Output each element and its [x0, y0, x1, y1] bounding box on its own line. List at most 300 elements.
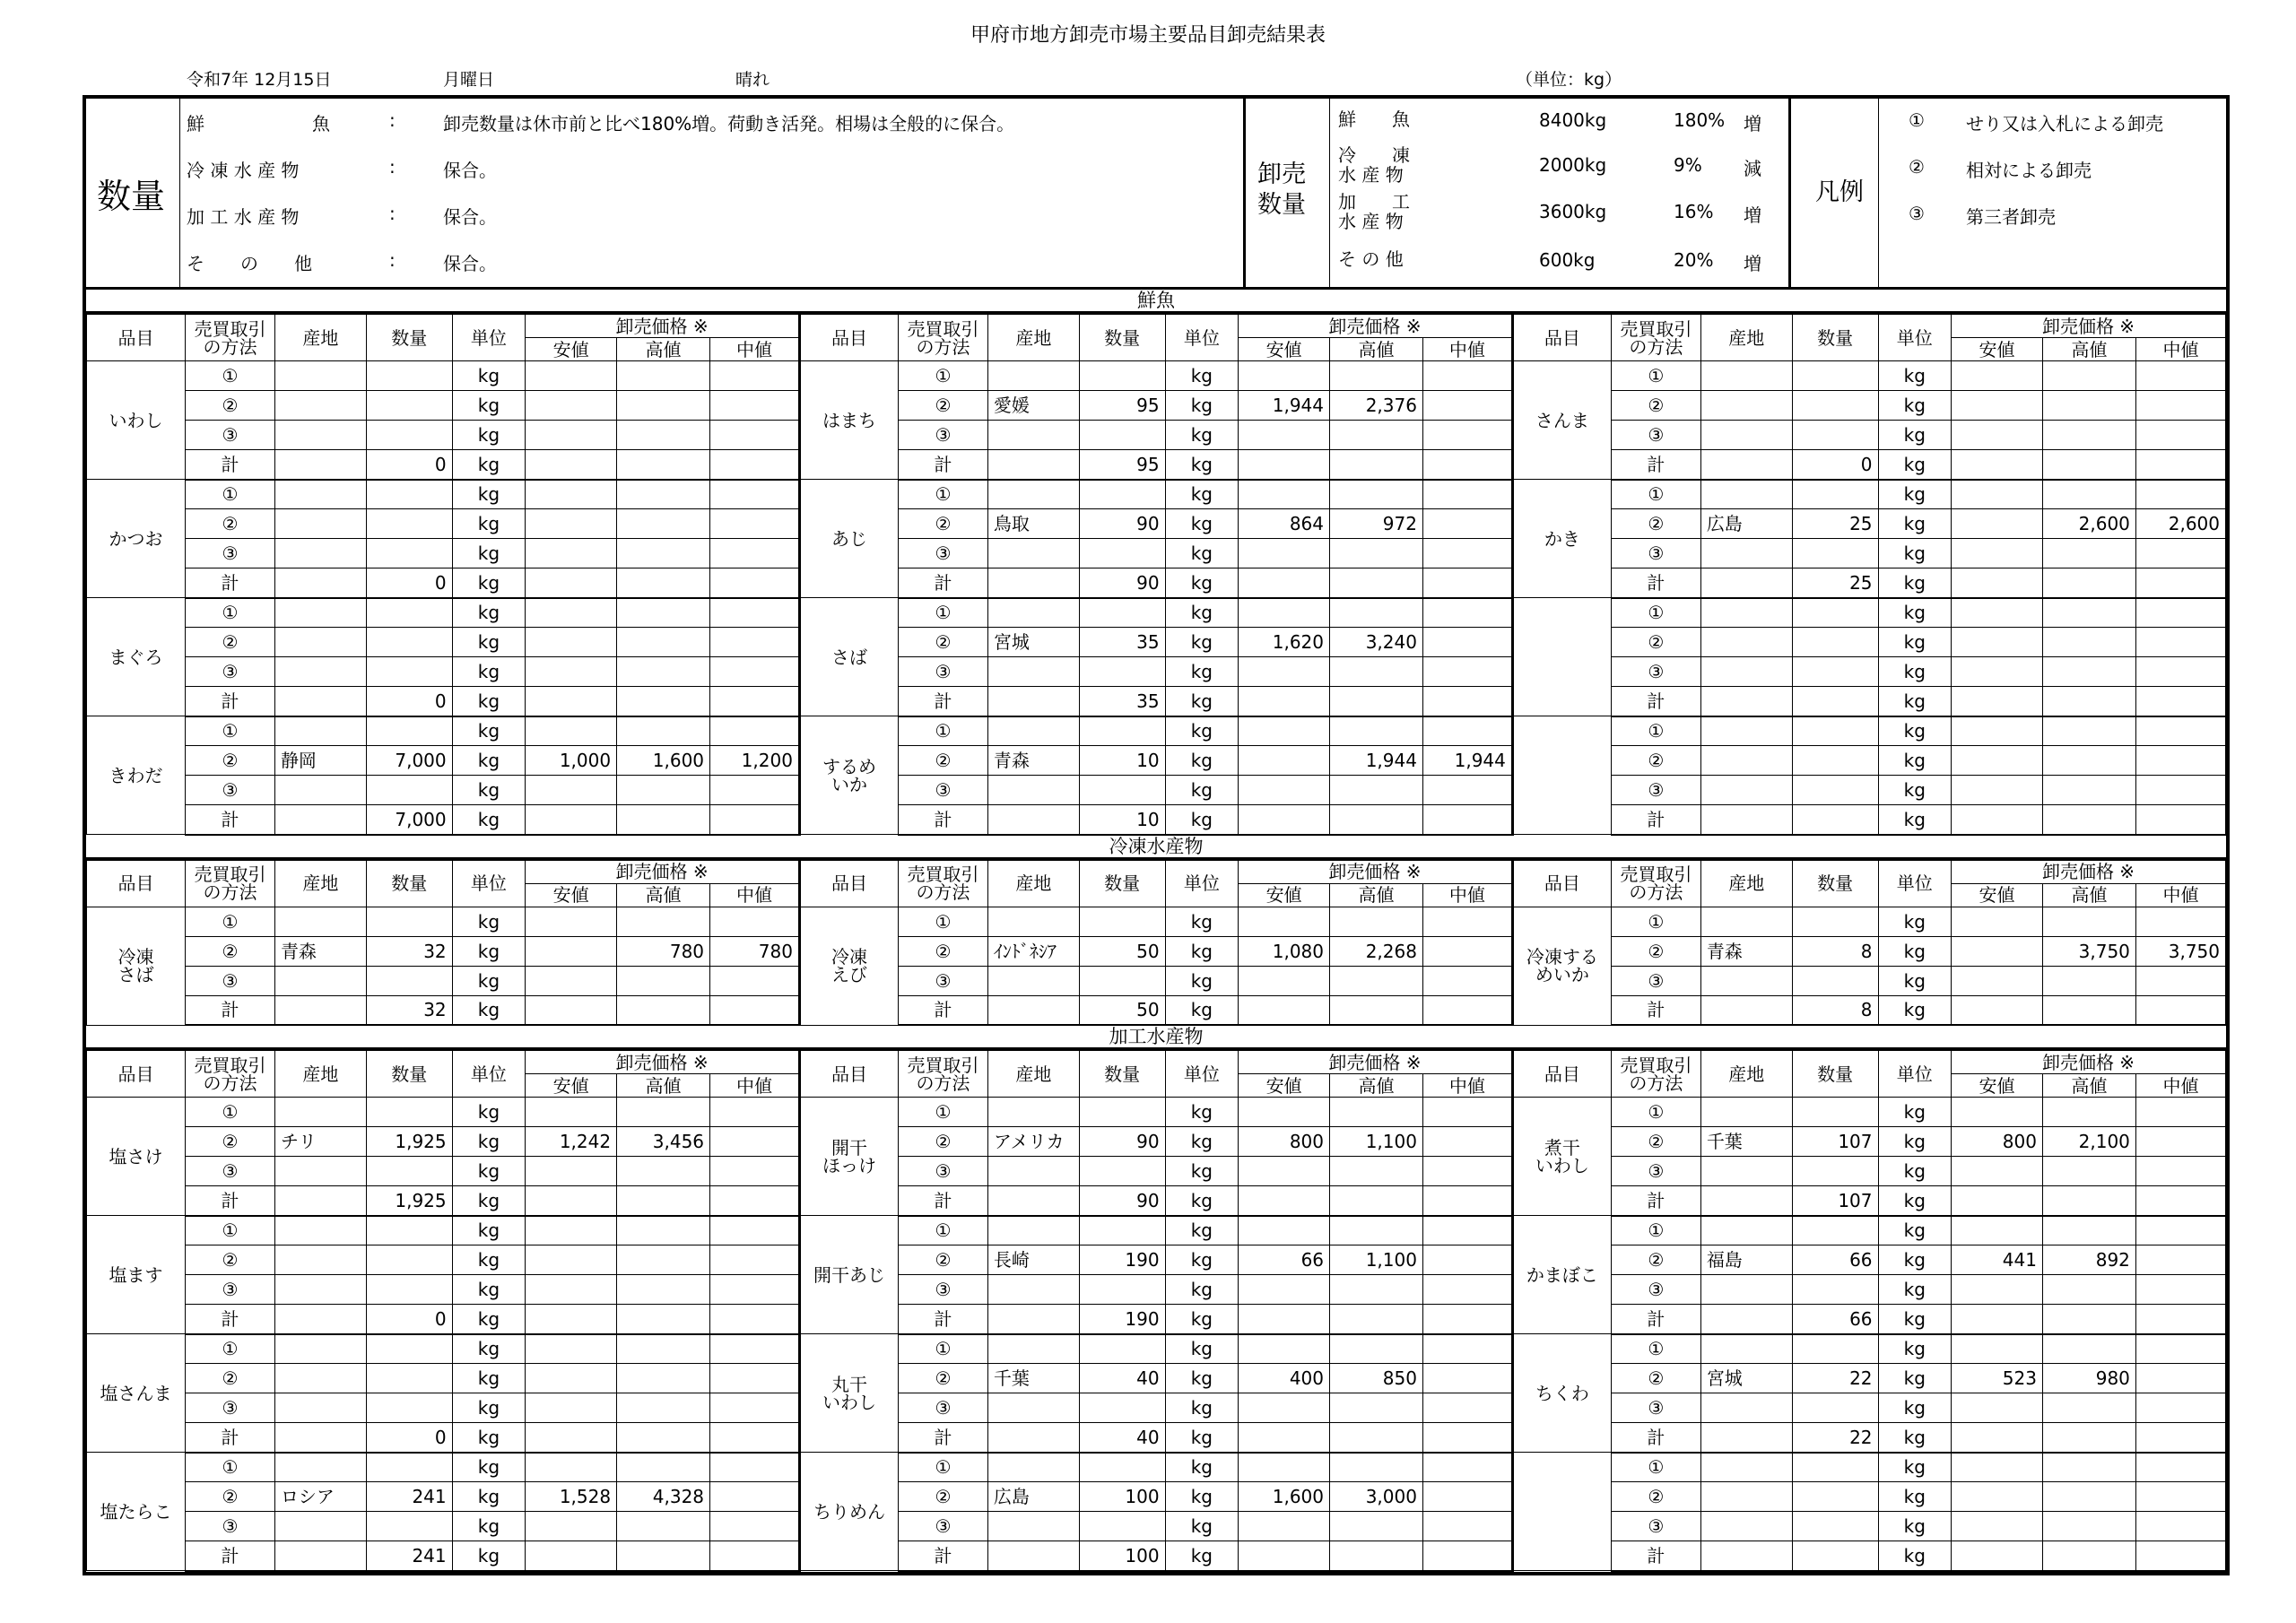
item-name: はまち: [799, 361, 898, 480]
price-low: 1,944: [1239, 391, 1330, 421]
header-unit: 単位: [1165, 860, 1239, 907]
trade-method-mark: ①: [186, 1098, 275, 1127]
section-title: 冷凍水産物: [86, 836, 2226, 860]
price-low: [526, 907, 617, 936]
unit-cell: kg: [452, 568, 526, 598]
price-mid: [710, 1541, 800, 1571]
unit-cell: kg: [1878, 1334, 1952, 1364]
price-mid: [1422, 1157, 1512, 1186]
quantity-cell: [1792, 716, 1878, 746]
table-row: [87, 628, 2226, 657]
origin-cell: [1700, 1275, 1792, 1305]
price-mid: [2135, 1305, 2225, 1334]
price-low: [1239, 1512, 1330, 1541]
item-name: 冷凍 さば: [87, 907, 186, 1025]
price-low: [1952, 716, 2043, 746]
trade-method-mark: ②: [1611, 628, 1700, 657]
total-quantity: 22: [1792, 1423, 1878, 1453]
trade-method-mark: 計: [899, 450, 988, 480]
price-high: [2042, 361, 2135, 391]
unit-cell: kg: [452, 361, 526, 391]
price-low: [1952, 1186, 2043, 1216]
price-low: 1,080: [1239, 936, 1330, 966]
trade-method-mark: ③: [899, 1393, 988, 1423]
unit-cell: kg: [1878, 598, 1952, 628]
unit-cell: kg: [1165, 1453, 1239, 1482]
origin-cell: [274, 1334, 366, 1364]
price-low: [526, 657, 617, 687]
quantity-cell: 90: [1079, 509, 1165, 539]
price-low: [1239, 716, 1330, 746]
price-low: [1239, 539, 1330, 568]
trade-method-mark: ①: [186, 716, 275, 746]
price-mid: [2135, 776, 2225, 805]
price-mid: 1,944: [1422, 746, 1512, 776]
quantity-cell: [366, 480, 452, 509]
price-mid: [710, 1127, 800, 1157]
price-low: 400: [1239, 1364, 1330, 1393]
unit-cell: kg: [1878, 657, 1952, 687]
quantity-change-direction: 減: [1744, 158, 1761, 179]
price-high: [617, 1186, 710, 1216]
weekday: 月曜日: [443, 70, 495, 90]
quantity-cell: 50: [1079, 936, 1165, 966]
item-name: するめ いか: [799, 716, 898, 835]
price-mid: [710, 1216, 800, 1245]
trade-method-mark: ③: [1611, 1393, 1700, 1423]
unit-cell: kg: [1878, 805, 1952, 835]
price-high: [1330, 539, 1423, 568]
header-unit: 単位: [452, 860, 526, 907]
unit-cell: kg: [1878, 995, 1952, 1025]
price-high: [2042, 598, 2135, 628]
unit-cell: kg: [1878, 1453, 1952, 1482]
unit-cell: kg: [1878, 361, 1952, 391]
unit-cell: kg: [1878, 1305, 1952, 1334]
price-low: [1239, 450, 1330, 480]
trade-method-mark: ③: [186, 1157, 275, 1186]
quantity-cell: [1792, 628, 1878, 657]
legend-text: 第三者卸売: [1966, 206, 2056, 228]
origin-cell: [1700, 539, 1792, 568]
header-quantity: 数量: [1792, 1051, 1878, 1098]
unit-cell: kg: [1165, 1186, 1239, 1216]
price-low: [526, 539, 617, 568]
origin-cell: [274, 628, 366, 657]
trade-method-mark: ①: [186, 598, 275, 628]
unit-cell: kg: [1165, 1098, 1239, 1127]
unit-cell: kg: [452, 1541, 526, 1571]
price-mid: [2135, 1453, 2225, 1482]
item-name: かまぼこ: [1512, 1216, 1611, 1334]
unit-cell: kg: [452, 1482, 526, 1512]
origin-cell: [274, 907, 366, 936]
price-low: [1239, 776, 1330, 805]
origin-cell: ｲﾝﾄﾞﾈｼｱ: [987, 936, 1079, 966]
price-low: [1952, 1098, 2043, 1127]
unit-cell: kg: [1165, 1305, 1239, 1334]
unit-cell: kg: [1878, 480, 1952, 509]
price-mid: [2135, 1541, 2225, 1571]
header-unit: 単位: [1878, 860, 1952, 907]
quantity-cell: [366, 657, 452, 687]
price-mid: [1422, 1453, 1512, 1482]
price-low: [526, 450, 617, 480]
unit-cell: kg: [1165, 1423, 1239, 1453]
origin-cell: [1700, 421, 1792, 450]
price-high: [617, 598, 710, 628]
price-high: [2042, 421, 2135, 450]
trade-method-mark: 計: [1611, 450, 1700, 480]
price-low: [1952, 1393, 2043, 1423]
price-high: [2042, 1512, 2135, 1541]
quantity-cell: [366, 539, 452, 568]
unit-cell: kg: [452, 1098, 526, 1127]
price-high: [1330, 776, 1423, 805]
unit-cell: kg: [1165, 628, 1239, 657]
price-low: [526, 1305, 617, 1334]
trade-method-mark: 計: [899, 805, 988, 835]
quantity-cell: [1079, 1512, 1165, 1541]
origin-cell: [987, 966, 1079, 995]
price-high: [1330, 1541, 1423, 1571]
total-quantity: 7,000: [366, 805, 452, 835]
trade-method-mark: ②: [899, 936, 988, 966]
price-high: [617, 391, 710, 421]
origin-cell: [274, 1186, 366, 1216]
price-low: [1952, 995, 2043, 1025]
trade-method-mark: ②: [1611, 1482, 1700, 1512]
quantity-cell: [366, 628, 452, 657]
section-table: [86, 1050, 2226, 1572]
trade-method-mark: 計: [186, 1186, 275, 1216]
origin-cell: [987, 1541, 1079, 1571]
quantity-change-direction: 増: [1744, 204, 1761, 226]
origin-cell: [987, 1334, 1079, 1364]
unit-cell: kg: [1165, 1364, 1239, 1393]
header-origin: 産地: [274, 1051, 366, 1098]
total-quantity: 1,925: [366, 1186, 452, 1216]
trade-method-mark: ②: [1611, 936, 1700, 966]
unit-cell: kg: [452, 995, 526, 1025]
origin-cell: [274, 1098, 366, 1127]
price-low: [526, 391, 617, 421]
quantity-cell: [1792, 966, 1878, 995]
price-low: [526, 776, 617, 805]
origin-cell: [274, 1216, 366, 1245]
origin-cell: ロシア: [274, 1482, 366, 1512]
total-quantity: [1792, 687, 1878, 716]
header-method: 売買取引 の方法: [1611, 860, 1700, 907]
price-high: 780: [617, 936, 710, 966]
price-low: 441: [1952, 1245, 2043, 1275]
price-mid: [2135, 805, 2225, 835]
price-low: [1239, 1423, 1330, 1453]
item-name: [1512, 1453, 1611, 1571]
quantity-cell: [1792, 657, 1878, 687]
price-high: [1330, 421, 1423, 450]
trade-method-mark: 計: [186, 995, 275, 1025]
quantity-cell: [1079, 421, 1165, 450]
table-row: [87, 657, 2226, 687]
trade-method-mark: ①: [186, 480, 275, 509]
origin-cell: [987, 805, 1079, 835]
origin-cell: 鳥取: [987, 509, 1079, 539]
price-low: [526, 687, 617, 716]
price-high: [617, 1216, 710, 1245]
header-origin: 産地: [274, 315, 366, 361]
header-mid: 中値: [2135, 883, 2225, 907]
price-high: [2042, 687, 2135, 716]
origin-cell: [1700, 568, 1792, 598]
total-quantity: 190: [1079, 1305, 1165, 1334]
unit-cell: kg: [1878, 716, 1952, 746]
trade-method-mark: ①: [899, 907, 988, 936]
price-low: [526, 1245, 617, 1275]
trade-method-mark: ②: [1611, 746, 1700, 776]
price-high: [617, 995, 710, 1025]
trade-method-mark: ②: [186, 1245, 275, 1275]
trade-method-mark: ②: [899, 1127, 988, 1157]
quantity-cell: [1079, 716, 1165, 746]
price-mid: [2135, 1127, 2225, 1157]
table-row: [87, 1216, 2226, 1245]
header-low: 安値: [526, 883, 617, 907]
unit-cell: kg: [1165, 1512, 1239, 1541]
trade-method-mark: ③: [1611, 539, 1700, 568]
price-high: 2,600: [2042, 509, 2135, 539]
quantity-cell: 32: [366, 936, 452, 966]
trade-method-mark: ②: [1611, 1364, 1700, 1393]
trade-method-mark: ③: [899, 1512, 988, 1541]
origin-cell: チリ: [274, 1127, 366, 1157]
item-name: [1512, 598, 1611, 716]
trade-method-mark: 計: [186, 805, 275, 835]
price-low: [1952, 936, 2043, 966]
price-high: [1330, 1423, 1423, 1453]
origin-cell: [274, 421, 366, 450]
price-mid: [2135, 1157, 2225, 1186]
price-mid: [2135, 1245, 2225, 1275]
quantity-value: 2000kg: [1539, 154, 1607, 176]
price-high: [1330, 907, 1423, 936]
item-name: 煮干 いわし: [1512, 1098, 1611, 1216]
item-name: さば: [799, 598, 898, 716]
price-low: 1,000: [526, 746, 617, 776]
quantity-value: 600kg: [1539, 249, 1596, 271]
quantity-cell: [1792, 776, 1878, 805]
price-low: [526, 1098, 617, 1127]
price-low: [1239, 598, 1330, 628]
origin-cell: [274, 1423, 366, 1453]
origin-cell: [987, 1512, 1079, 1541]
origin-cell: [987, 776, 1079, 805]
price-high: [2042, 480, 2135, 509]
table-row: [87, 421, 2226, 450]
price-low: [1952, 776, 2043, 805]
table-row: [87, 450, 2226, 480]
origin-cell: [1700, 1157, 1792, 1186]
origin-cell: [274, 657, 366, 687]
item-name: いわし: [87, 361, 186, 480]
price-low: [1952, 1216, 2043, 1245]
origin-cell: [274, 598, 366, 628]
price-high: [617, 1393, 710, 1423]
price-mid: [2135, 361, 2225, 391]
table-row: [87, 1482, 2226, 1512]
unit-cell: kg: [1165, 1245, 1239, 1275]
quantity-cell: [1792, 598, 1878, 628]
table-row: [87, 1541, 2226, 1571]
quantity-cell: [1079, 776, 1165, 805]
price-mid: [2135, 1216, 2225, 1245]
origin-cell: 青森: [1700, 936, 1792, 966]
origin-cell: [987, 1393, 1079, 1423]
price-low: [1239, 907, 1330, 936]
origin-cell: [274, 995, 366, 1025]
trade-method-mark: ③: [186, 1393, 275, 1423]
price-high: [2042, 450, 2135, 480]
summary-category: そ の 他: [187, 253, 312, 274]
price-mid: [1422, 687, 1512, 716]
price-high: [617, 1453, 710, 1482]
quantity-cell: [1079, 1453, 1165, 1482]
quantity-cell: 90: [1079, 1127, 1165, 1157]
header-mid: 中値: [710, 883, 800, 907]
price-high: [2042, 805, 2135, 835]
trade-method-mark: ②: [1611, 1127, 1700, 1157]
header-high: 高値: [2042, 338, 2135, 361]
quantity-cell: 35: [1079, 628, 1165, 657]
table-row: [87, 776, 2226, 805]
header-item: 品目: [87, 860, 186, 907]
price-high: [1330, 1216, 1423, 1245]
origin-cell: [987, 598, 1079, 628]
price-high: [2042, 1393, 2135, 1423]
price-high: [2042, 628, 2135, 657]
section-table: [86, 860, 2226, 1027]
item-name: [1512, 716, 1611, 835]
trade-method-mark: ①: [899, 1216, 988, 1245]
header-item: 品目: [87, 1051, 186, 1098]
item-name: まぐろ: [87, 598, 186, 716]
price-high: [1330, 805, 1423, 835]
header-item: 品目: [799, 1051, 898, 1098]
trade-method-mark: ②: [186, 1364, 275, 1393]
header-price: 卸売価格 ※: [1239, 860, 1513, 883]
origin-cell: [1700, 1305, 1792, 1334]
price-mid: [1422, 1275, 1512, 1305]
table-row: [87, 746, 2226, 776]
price-high: [617, 1275, 710, 1305]
header-quantity: 数量: [1792, 860, 1878, 907]
unit-cell: kg: [452, 687, 526, 716]
unit-cell: kg: [452, 628, 526, 657]
origin-cell: 青森: [987, 746, 1079, 776]
item-name: ちりめん: [799, 1453, 898, 1571]
price-low: [1952, 1275, 2043, 1305]
trade-method-mark: ②: [186, 509, 275, 539]
price-low: [526, 716, 617, 746]
trade-method-mark: ②: [186, 628, 275, 657]
trade-method-mark: ①: [186, 361, 275, 391]
price-high: [2042, 1453, 2135, 1482]
unit-cell: kg: [1878, 966, 1952, 995]
unit-note: （単位：kg）: [1516, 70, 1622, 90]
unit-cell: kg: [1165, 1482, 1239, 1512]
price-low: [1952, 1453, 2043, 1482]
table-row: [87, 687, 2226, 716]
quantity-cell: 40: [1079, 1364, 1165, 1393]
price-low: [1239, 1453, 1330, 1482]
header-quantity: 数量: [1079, 1051, 1165, 1098]
header-method: 売買取引 の方法: [186, 860, 275, 907]
quantity-cell: [366, 509, 452, 539]
origin-cell: [1700, 480, 1792, 509]
header-price: 卸売価格 ※: [1239, 1051, 1513, 1074]
trade-method-mark: ①: [186, 907, 275, 936]
header-method: 売買取引 の方法: [899, 1051, 988, 1098]
legend-mark: ①: [1909, 109, 1925, 131]
unit-cell: kg: [1165, 421, 1239, 450]
table-row: [87, 907, 2226, 936]
header-unit: 単位: [1878, 315, 1952, 361]
header-origin: 産地: [274, 860, 366, 907]
trade-method-mark: ①: [1611, 1216, 1700, 1245]
price-high: 2,376: [1330, 391, 1423, 421]
price-high: [1330, 480, 1423, 509]
table-row: [87, 361, 2226, 391]
price-mid: [1422, 1364, 1512, 1393]
price-high: [1330, 966, 1423, 995]
header-mid: 中値: [2135, 1074, 2225, 1098]
price-mid: [1422, 907, 1512, 936]
price-mid: [710, 1334, 800, 1364]
price-mid: [1422, 776, 1512, 805]
quantity-cell: [1792, 391, 1878, 421]
unit-cell: kg: [452, 1245, 526, 1275]
price-low: 1,600: [1239, 1482, 1330, 1512]
origin-cell: [1700, 657, 1792, 687]
unit-cell: kg: [452, 1157, 526, 1186]
table-row: [87, 1453, 2226, 1482]
origin-cell: [987, 657, 1079, 687]
trade-method-mark: ③: [1611, 966, 1700, 995]
price-high: [1330, 450, 1423, 480]
price-high: [617, 480, 710, 509]
quantity-cell: [1079, 361, 1165, 391]
table-row: [87, 1364, 2226, 1393]
table-row: [87, 1423, 2226, 1453]
price-low: [1239, 1157, 1330, 1186]
summary-colon: :: [389, 203, 396, 224]
price-low: [1952, 1334, 2043, 1364]
unit-cell: kg: [452, 391, 526, 421]
quantity-cell: [1792, 1482, 1878, 1512]
quantity-cell: 107: [1792, 1127, 1878, 1157]
total-quantity: 0: [366, 568, 452, 598]
total-quantity: 8: [1792, 995, 1878, 1025]
quantity-cell: [1079, 1157, 1165, 1186]
legend-text: 相対による卸売: [1966, 160, 2092, 181]
trade-method-mark: 計: [1611, 1305, 1700, 1334]
price-low: [1239, 1186, 1330, 1216]
quantity-cell: [1079, 598, 1165, 628]
price-low: [1952, 1157, 2043, 1186]
origin-cell: [1700, 966, 1792, 995]
trade-method-mark: ③: [186, 966, 275, 995]
price-mid: [710, 509, 800, 539]
